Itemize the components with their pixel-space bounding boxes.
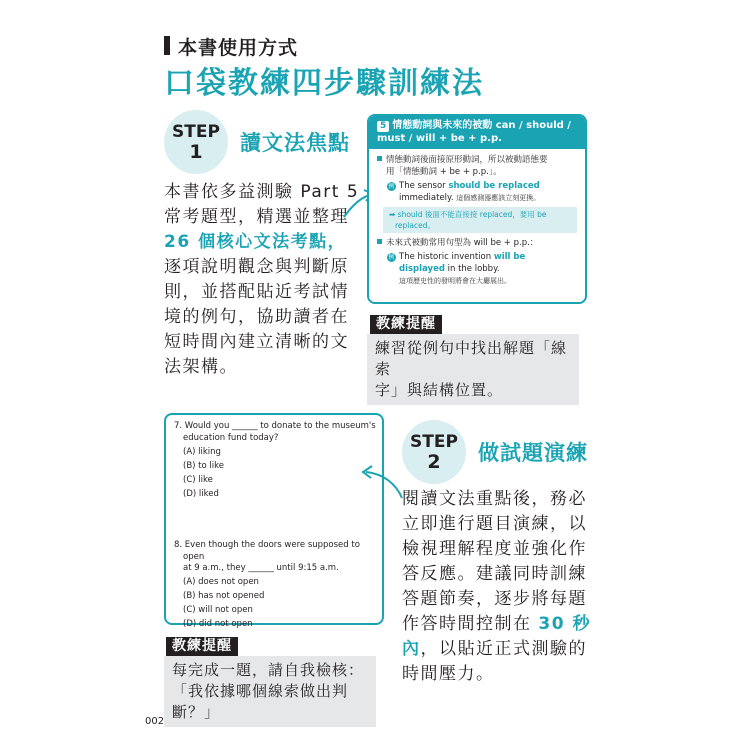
practice-question-box <box>164 413 384 629</box>
step2-line: 立即進行題目演練，以 <box>402 514 587 534</box>
coach-tip-tag: 教練提醒 <box>370 315 442 334</box>
grammar-rule-1: 情態動詞後面接原形動詞，所以被動語態要 用「情態動詞 + be + p.p.」。 <box>377 154 577 178</box>
step2-line: 答反應。建議同時訓練 <box>402 564 587 584</box>
answer-option: (B) has not opened <box>183 591 265 601</box>
step2-number: 2 <box>427 451 441 473</box>
step1-line: 法架構。 <box>164 357 238 377</box>
step2-description <box>402 487 602 687</box>
step1-line: 短時間內建立清晰的文 <box>164 332 349 352</box>
arrow-to-quiz-box <box>356 460 406 504</box>
step1-badge <box>164 110 228 174</box>
section-title-bar <box>164 36 170 55</box>
coach-tip-1 <box>370 313 442 333</box>
example-icon: 例 <box>388 183 395 190</box>
grammar-number-badge: 5 <box>377 121 389 132</box>
step1-description <box>164 180 364 380</box>
grammar-title-line2: must / will + be + p.p. <box>377 133 502 144</box>
step1-line: 境的例句，協助讀者在 <box>164 307 349 327</box>
answer-option: (A) liking <box>183 446 221 457</box>
grammar-rule-2: 未來式被動常用句型為 will be + p.p.： <box>377 237 577 249</box>
step1-number: 1 <box>189 141 203 163</box>
grammar-title-line1: 情態動詞與未來的被動 can / should / <box>392 120 571 131</box>
answer-option: (B) to like <box>183 460 224 471</box>
coach-tip-2 <box>166 635 238 655</box>
step1-line: 常考題型，精選並整理 <box>164 207 349 227</box>
grammar-point-box <box>367 114 587 304</box>
coach-tip-1-body: 練習從例句中找出解題「線索 字」與結構位置。 <box>367 334 579 405</box>
page-number: 002 <box>145 716 165 727</box>
step2-line: 檢視理解程度並強化作 <box>402 539 587 559</box>
step2-line: 閱讀文法重點後，務必 <box>402 489 587 509</box>
answer-option: (A) does not open <box>183 577 259 587</box>
answer-option: (D) liked <box>183 488 219 499</box>
answer-option: (C) like <box>183 474 213 485</box>
answer-option: (C) will not open <box>183 605 253 615</box>
coach-tip-tag: 教練提醒 <box>166 637 238 656</box>
step1-label: STEP <box>172 122 220 142</box>
grammar-example-2: 例 The historic invention will be displayed in the lobby. 這項歷史性的發明將會在大廳展出。 <box>388 252 526 285</box>
question-7 <box>174 421 376 500</box>
example-icon: 例 <box>388 254 395 261</box>
step2-badge <box>402 420 466 484</box>
page-title: 口袋教練四步驟訓練法 <box>164 66 484 101</box>
coach-tip-2-body: 每完成一題，請自我檢核： 「我依據哪個線索做出判斷？」 <box>164 656 376 727</box>
step2-line: 時間壓力。 <box>402 664 495 684</box>
section-title: 本書使用方式 <box>178 37 299 59</box>
step2-heading: 做試題演練 <box>478 441 588 465</box>
step1-line: 本書依多益測驗 Part 5 <box>164 182 360 202</box>
step1-line: 逐項說明觀念與判斷原 <box>164 257 349 277</box>
question-8-stem: 8. Even though the doors were supposed to open at 9 a.m., they ______ until 9:15 a.m. <box>174 540 360 573</box>
step1-heading: 讀文法焦點 <box>240 131 350 155</box>
grammar-box-header <box>369 116 585 149</box>
bullet-square-icon <box>377 239 382 244</box>
step1-line: 則，並搭配貼近考試情 <box>164 282 349 302</box>
step2-line: 答題節奏，逐步將每題 <box>402 589 587 609</box>
bullet-square-icon <box>377 156 382 161</box>
answer-option: (D) did not open <box>183 619 253 629</box>
grammar-note: ➡ should 後面不能直接接 replaced，要用 be replaced。 <box>383 207 577 233</box>
step2-label: STEP <box>410 432 458 452</box>
grammar-example-1: 例 The sensor should be replaced immediately. 這個感測器應該立刻更換。 <box>388 181 541 203</box>
question-7-stem: 7. Would you ______ to donate to the museum's education fund today? <box>174 421 376 443</box>
step2-line: 作答時間控制在 30 秒 <box>402 614 591 634</box>
step2-line: 內，以貼近正式測驗的 <box>402 639 587 659</box>
question-8 <box>174 540 376 631</box>
step1-line-highlight: 26 個核心文法考點， <box>164 232 347 252</box>
